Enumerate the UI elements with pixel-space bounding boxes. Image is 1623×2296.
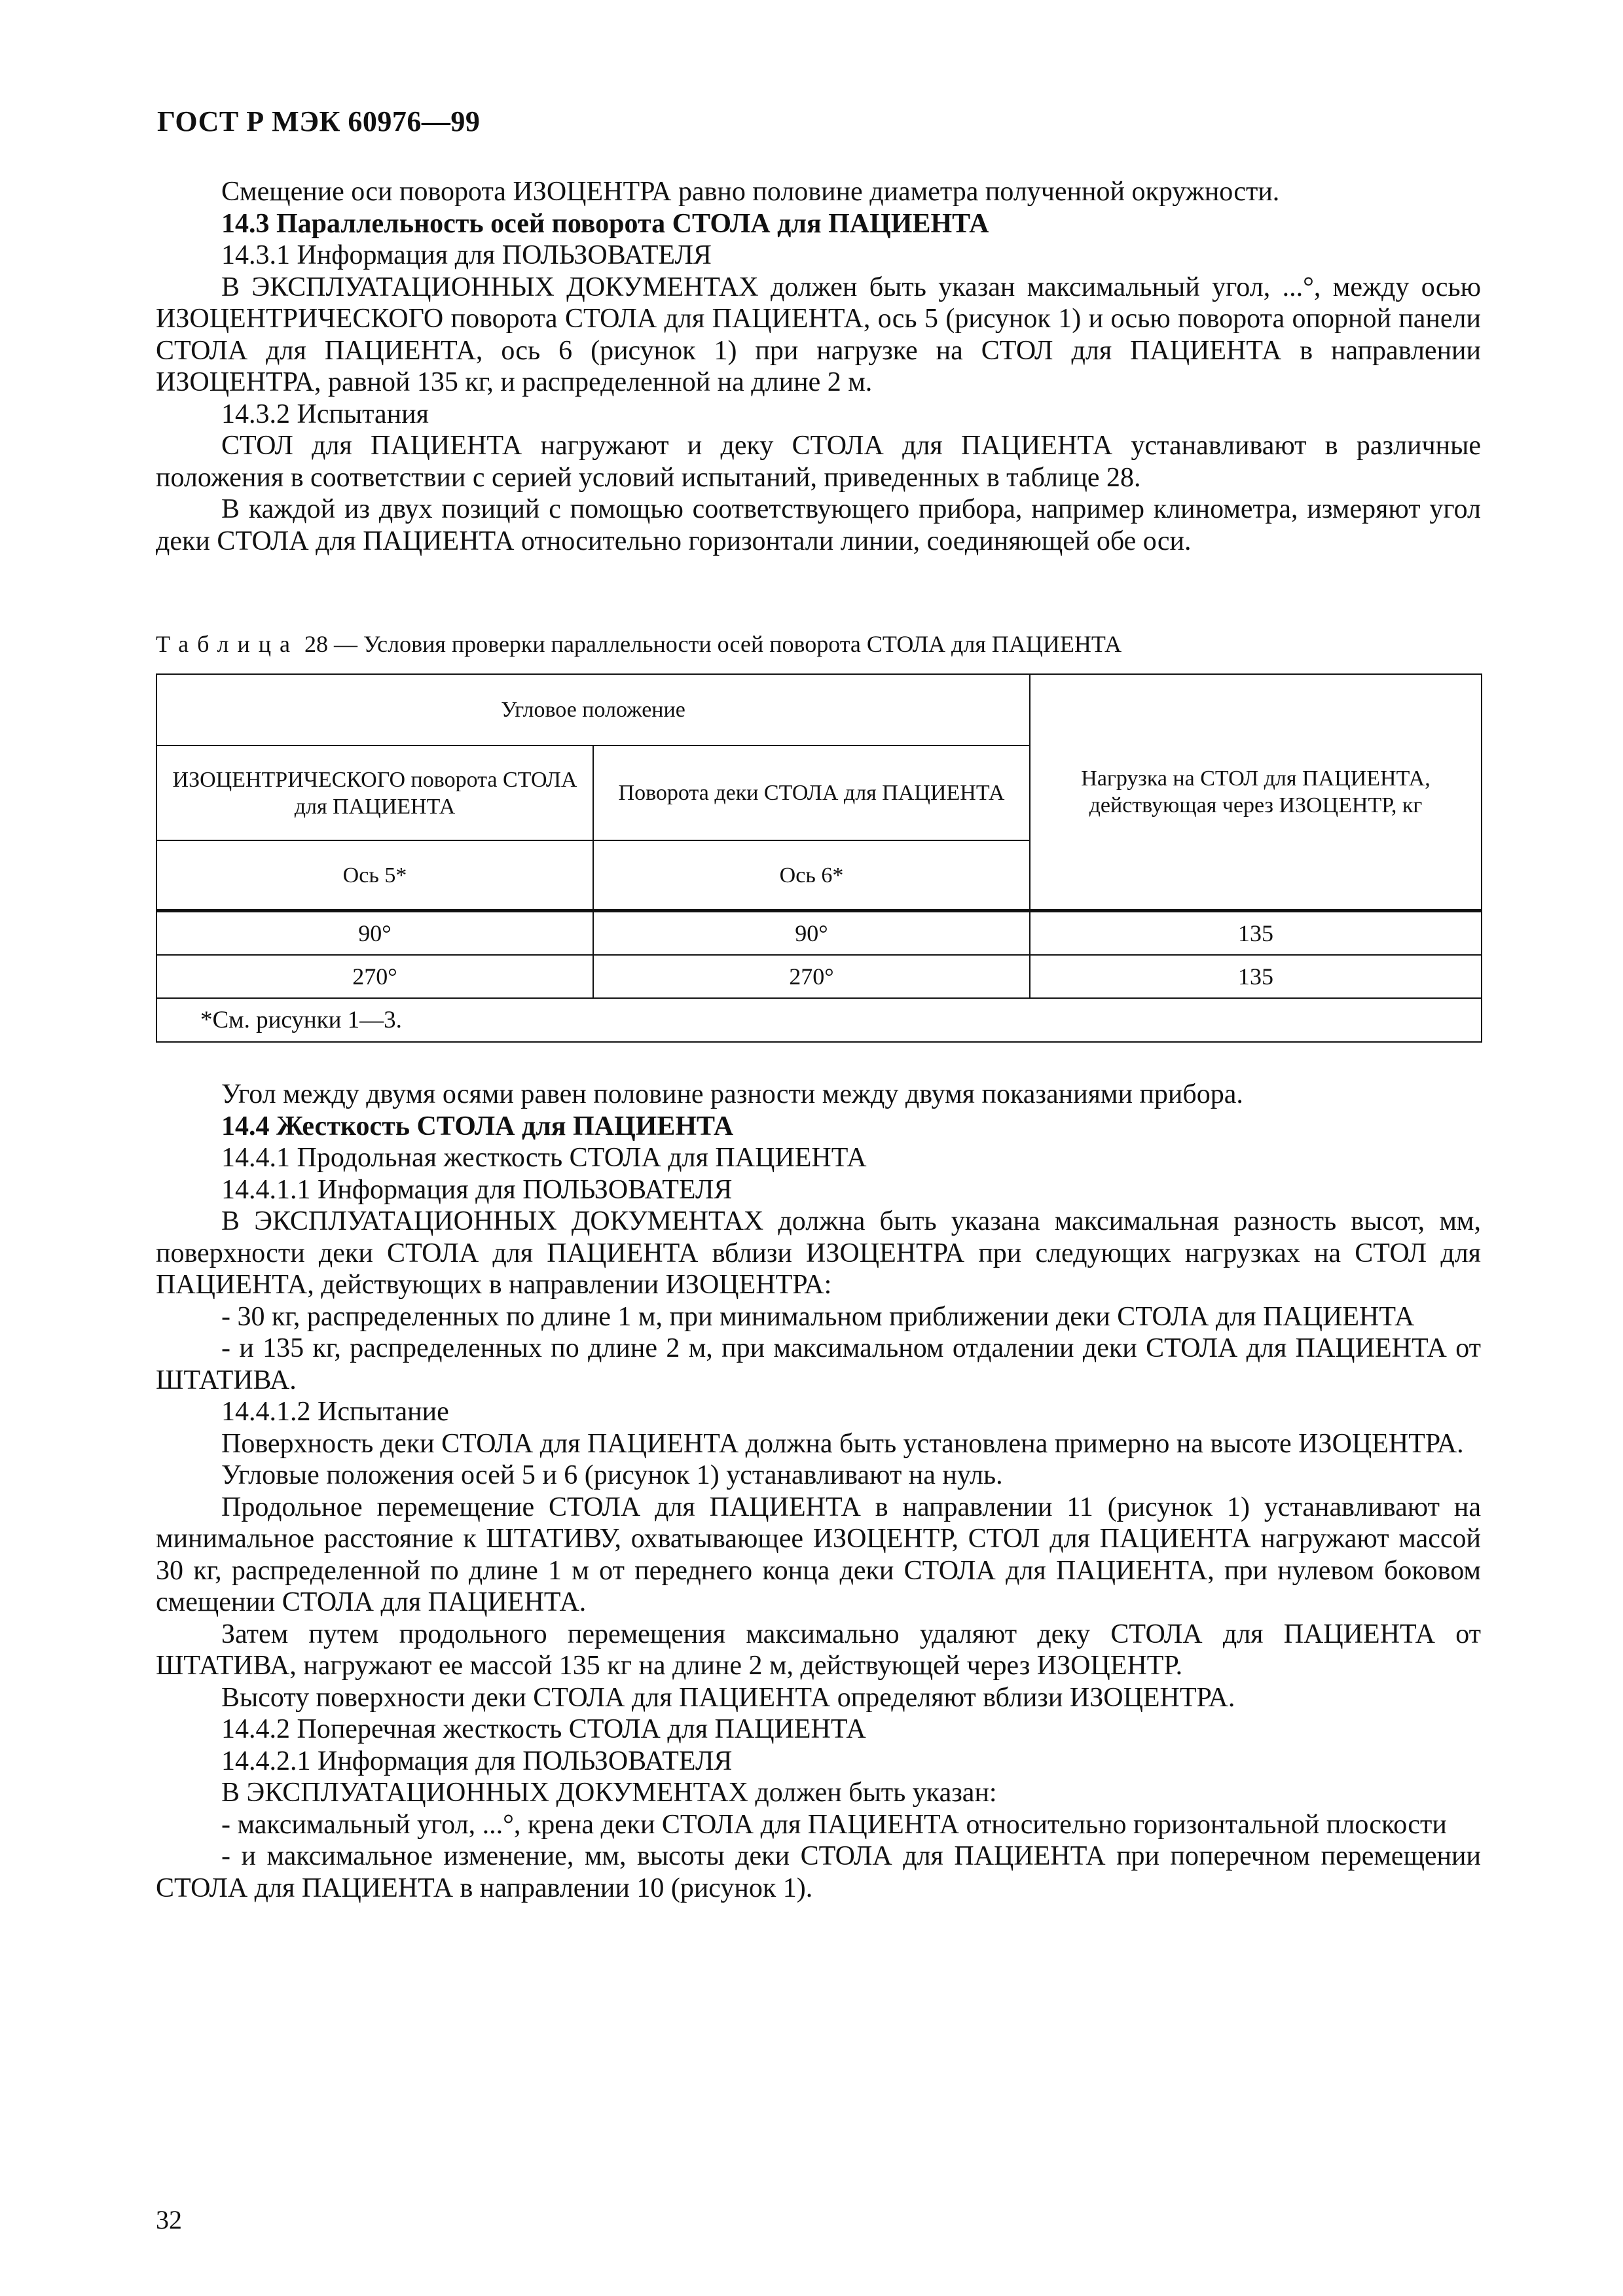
paragraph: Угловые положения осей 5 и 6 (рисунок 1) устанавливают на нуль. [221,1460,1003,1490]
paragraph: Высоту поверхности деки СТОЛА для ПАЦИЕНТА определяют вблизи ИЗОЦЕНТРА. [221,1682,1235,1713]
paragraph: В ЭКСПЛУАТАЦИОННЫХ ДОКУМЕНТАХ должна быть указана максимальная разность высот, мм, поверхности деки СТОЛА для ПАЦИЕНТА вблизи ИЗОЦЕНТРА при следующих нагрузках на СТОЛ для ПАЦИЕНТА, действующих в направлении ИЗОЦЕНТРА: [156,1206,1481,1300]
text-before-table [156,176,1481,557]
table-cell: 90° [593,911,1030,956]
table-caption-label: Таблица [156,631,299,657]
table-row [156,955,1482,998]
header-tabletop-rotation: Поворота деки СТОЛА для ПАЦИЕНТА [593,745,1030,840]
header-load: Нагрузка на СТОЛ для ПАЦИЕНТА, действующая через ИЗОЦЕНТР, кг [1030,674,1482,911]
table-cell: 270° [593,955,1030,998]
paragraph: - и 135 кг, распределенных по длине 2 м, при максимальном отдалении деки СТОЛА для ПАЦИЕНТА от ШТАТИВА. [156,1333,1481,1395]
paragraph: - максимальный угол, ...°, крена деки СТОЛА для ПАЦИЕНТА относительно горизонтальной плоскости [221,1809,1447,1840]
paragraph: - 30 кг, распределенных по длине 1 м, при минимальном приближении деки СТОЛА для ПАЦИЕНТА [221,1301,1415,1332]
paragraph: В каждой из двух позиций с помощью соответствующего прибора, например клинометра, измеряют угол деки СТОЛА для ПАЦИЕНТА относительно горизонтали линии, соединяющей обе оси. [156,494,1481,556]
paragraph: 14.4.2 Поперечная жесткость СТОЛА для ПАЦИЕНТА [221,1714,866,1744]
text-after-table [156,1079,1481,1904]
table-row [156,911,1482,956]
section-heading: 14.3 Параллельность осей поворота СТОЛА для ПАЦИЕНТА [221,208,989,239]
paragraph: Продольное перемещение СТОЛА для ПАЦИЕНТА в направлении 11 (рисунок 1) устанавливают на минимальное расстояние к ШТАТИВУ, охватывающее ИЗОЦЕНТР, СТОЛ для ПАЦИЕНТА нагружают массой 30 кг, распределенной по длине 1 м от переднего конца деки СТОЛА для ПАЦИЕНТА, при нулевом боковом смещении СТОЛА для ПАЦИЕНТА. [156,1492,1481,1617]
table-cell: 135 [1030,911,1482,956]
paragraph: Затем путем продольного перемещения максимально удаляют деку СТОЛА для ПАЦИЕНТА от ШТАТИВА, нагружают ее массой 135 кг на длине 2 м, действующей через ИЗОЦЕНТР. [156,1619,1481,1681]
table-footnote: *См. рисунки 1—3. [156,998,1482,1042]
document-header: ГОСТ Р МЭК 60976—99 [157,105,481,137]
table-cell: 135 [1030,955,1482,998]
paragraph: 14.4.2.1 Информация для ПОЛЬЗОВАТЕЛЯ [221,1746,733,1776]
paragraph: В ЭКСПЛУАТАЦИОННЫХ ДОКУМЕНТАХ должен быть указан: [221,1778,997,1808]
table-cell: 270° [156,955,593,998]
page-number: 32 [156,2205,182,2234]
header-isocentric-rotation: ИЗОЦЕНТРИЧЕСКОГО поворота СТОЛА для ПАЦИЕНТА [156,745,593,840]
header-axis-6: Ось 6* [593,840,1030,911]
conditions-table [156,673,1482,1043]
paragraph: - и максимальное изменение, мм, высоты деки СТОЛА для ПАЦИЕНТА при поперечном перемещении СТОЛА для ПАЦИЕНТА в направлении 10 (рисунок 1). [156,1841,1481,1903]
paragraph: Смещение оси поворота ИЗОЦЕНТРА равно половине диаметра полученной окружности. [221,177,1280,207]
paragraph: СТОЛ для ПАЦИЕНТА нагружают и деку СТОЛА для ПАЦИЕНТА устанавливают в различные положения в соответствии с серией условий испытаний, приведенных в таблице 28. [156,431,1481,493]
table-caption [156,630,1122,658]
paragraph: 14.4.1 Продольная жесткость СТОЛА для ПАЦИЕНТА [221,1143,867,1173]
table-caption-text: 28 — Условия проверки параллельности осей поворота СТОЛА для ПАЦИЕНТА [298,631,1122,657]
paragraph: В ЭКСПЛУАТАЦИОННЫХ ДОКУМЕНТАХ должен быть указан максимальный угол, ...°, между осью ИЗОЦЕНТРИЧЕСКОГО поворота СТОЛА для ПАЦИЕНТА, ось 5 (рисунок 1) и осью поворота опорной панели СТОЛА для ПАЦИЕНТА, ось 6 (рисунок 1) при нагрузке на СТОЛ для ПАЦИЕНТА в направлении ИЗОЦЕНТРА, равной 135 кг, и распределенной на длине 2 м. [156,272,1481,397]
section-heading: 14.4 Жесткость СТОЛА для ПАЦИЕНТА [221,1111,734,1141]
paragraph: 14.3.1 Информация для ПОЛЬЗОВАТЕЛЯ [221,240,712,270]
paragraph: Поверхность деки СТОЛА для ПАЦИЕНТА должна быть установлена примерно на высоте ИЗОЦЕНТРА. [221,1428,1464,1459]
table-cell: 90° [156,911,593,956]
group-header-angular-position: Угловое положение [156,674,1030,745]
paragraph: 14.4.1.1 Информация для ПОЛЬЗОВАТЕЛЯ [221,1174,733,1205]
header-axis-5: Ось 5* [156,840,593,911]
paragraph: 14.4.1.2 Испытание [221,1397,449,1427]
paragraph: Угол между двумя осями равен половине разности между двумя показаниями прибора. [221,1079,1243,1109]
paragraph: 14.3.2 Испытания [221,399,429,429]
